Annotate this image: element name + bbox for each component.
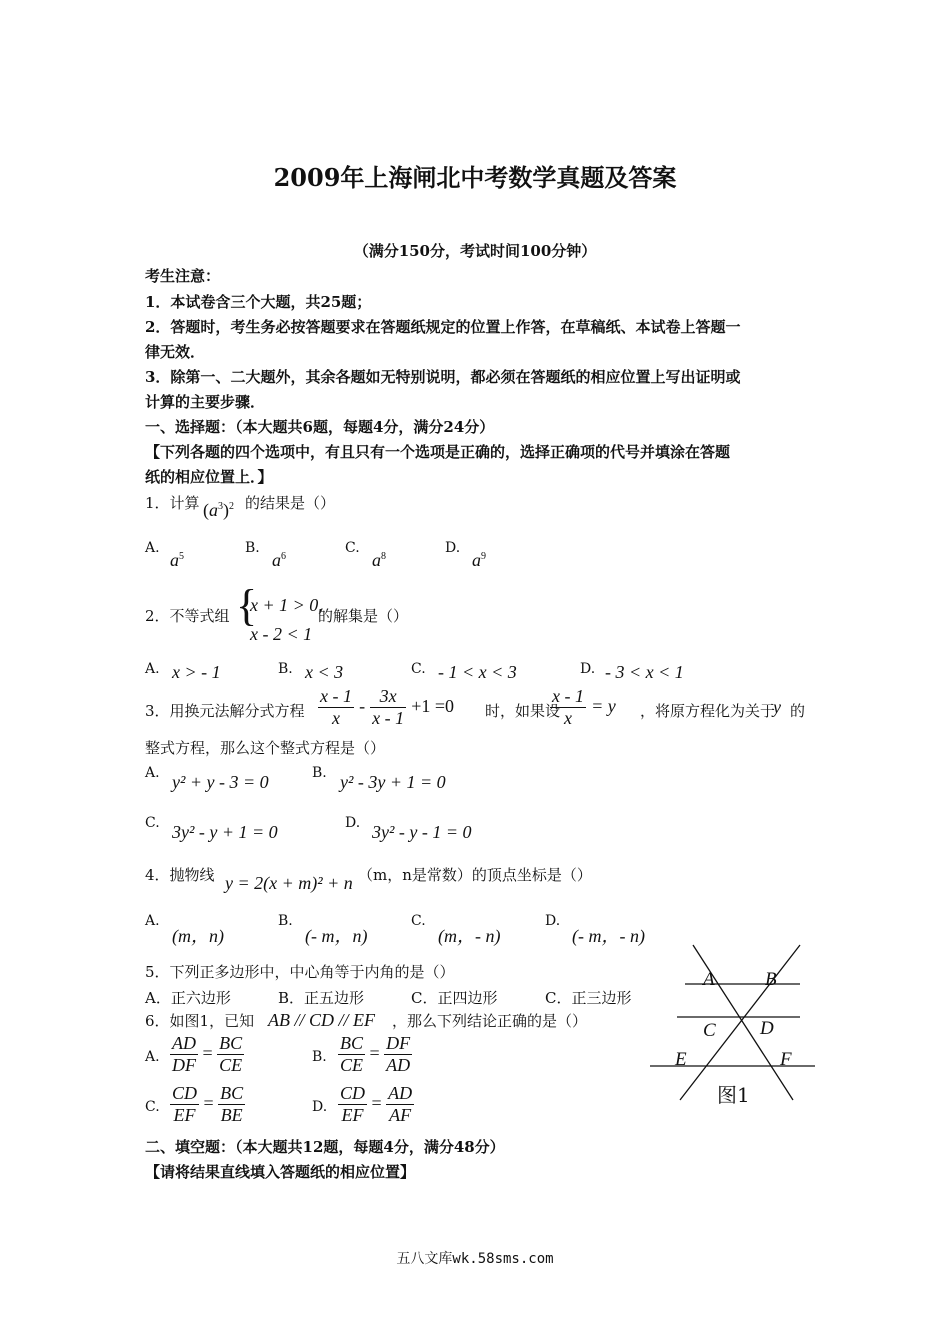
q1-option-b: $a^6$: [272, 550, 286, 570]
q6-option-label: C.: [145, 1099, 160, 1115]
q6-suffix: ，那么下列结论正确的是（）: [392, 1012, 588, 1030]
q2-option-c: - 1 < x < 3: [438, 662, 517, 682]
q4-option-label: C.: [411, 913, 426, 929]
q6-option-label: D.: [312, 1099, 328, 1115]
q5-text: 5．下列正多边形中，中心角等于内角的是（）: [145, 963, 455, 981]
section1-heading: 一、选择题：（本大题共6题，每题4分，满分24分）: [145, 418, 495, 436]
section1-instruction: 【下列各题的四个选项中，有且只有一个选项是正确的，选择正确项的代号并填涂在答题: [145, 443, 731, 461]
notice-item: 律无效．: [145, 343, 206, 361]
q1-option-c: $a^8$: [372, 550, 386, 570]
figure-1-diagram: [645, 940, 820, 1115]
q6-prefix: 6．如图1，已知: [145, 1012, 255, 1030]
point-label-f: F: [780, 1049, 792, 1070]
footer-watermark: 五八文库wk.58sms.com: [396, 1251, 554, 1267]
q3-tail: 的: [790, 702, 806, 720]
q1-expression: $(a^3)^2$: [203, 500, 234, 520]
q1-option-label: B.: [245, 540, 260, 556]
q1-option-a: $a^5$: [170, 550, 184, 570]
q3-mid: 时，如果设: [485, 702, 561, 720]
q4-option-c: (m，- n): [438, 926, 501, 946]
q3-line2: 整式方程，那么这个整式方程是（）: [145, 739, 386, 757]
q4-option-b: (- m，n): [305, 926, 368, 946]
q5-option-d: C．正三边形: [545, 989, 632, 1007]
page-subtitle: （满分150分，考试时间100分钟）: [353, 242, 597, 260]
page-title: 2009年上海闸北中考数学真题及答案: [273, 163, 677, 192]
point-label-a: A: [703, 969, 715, 990]
notice-item: 2．答题时，考生务必按答题要求在答题纸规定的位置上作答，在草稿纸、本试卷上答题一: [145, 318, 741, 336]
notice-item: 计算的主要步骤．: [145, 393, 266, 411]
q3-option-label: D.: [345, 815, 361, 831]
q3-option-label: C.: [145, 815, 160, 831]
q5-option-a: A．正六边形: [145, 989, 231, 1007]
q6-option-d: $\frac{CD}{EF}$ = $\frac{AD}{AF}$: [340, 1083, 413, 1125]
section1-instruction: 纸的相应位置上．】: [145, 468, 273, 486]
q4-formula: y = 2(x + m)² + n: [225, 873, 353, 893]
q1-option-label: C.: [345, 540, 360, 556]
q4-option-d: (- m，- n): [572, 926, 645, 946]
q6-option-c: $\frac{CD}{EF}$ = $\frac{BC}{BE}$: [172, 1083, 244, 1125]
q1-option-label: A.: [145, 540, 160, 556]
q2-option-b: x < 3: [305, 662, 344, 682]
q2-inequality-2: x - 2 < 1: [250, 624, 313, 644]
q1-option-d: $a^9$: [472, 550, 486, 570]
q3-option-label: A.: [145, 765, 160, 781]
q3-option-d: 3y² - y - 1 = 0: [372, 822, 472, 842]
q6-option-label: A.: [145, 1049, 160, 1065]
q6-option-a: $\frac{AD}{DF}$ = $\frac{BC}{CE}$: [172, 1033, 243, 1075]
q5-option-c: C．正四边形: [411, 989, 498, 1007]
q3-suffix: ，将原方程化为关于: [640, 702, 776, 720]
q2-inequality-1: x + 1 > 0,: [250, 595, 323, 615]
q3-option-c: 3y² - y + 1 = 0: [172, 822, 278, 842]
q2-brace: {: [236, 581, 258, 630]
q3-option-label: B.: [312, 765, 327, 781]
point-label-c: C: [703, 1020, 716, 1041]
point-label-e: E: [675, 1049, 687, 1070]
q2-option-a: x > - 1: [172, 662, 221, 682]
notice-item: 3．除第一、二大题外，其余各题如无特别说明，都必须在答题纸的相应位置上写出证明或: [145, 368, 741, 386]
q2-option-label: D.: [580, 661, 596, 677]
q2-option-label: B.: [278, 661, 293, 677]
q4-condition: （m，n是常数）的顶点坐标是（）: [358, 866, 592, 884]
q4-option-label: A.: [145, 913, 160, 929]
q2-option-label: A.: [145, 661, 160, 677]
transversal-be: [680, 945, 800, 1100]
q1-suffix: 的结果是（）: [245, 494, 336, 512]
q2-option-label: C.: [411, 661, 426, 677]
section2-heading: 二、填空题：（本大题共12题，每题4分，满分48分）: [145, 1138, 505, 1156]
q3-substitution: $\frac{x - 1}{x}$ = y: [552, 686, 616, 728]
notice-item: 1．本试卷含三个大题，共25题；: [145, 293, 372, 311]
point-label-d: D: [760, 1018, 774, 1039]
section2-instruction: 【请将结果直线填入答题纸的相应位置】: [145, 1163, 416, 1181]
q6-option-b: $\frac{BC}{CE}$ = $\frac{DF}{AD}$: [340, 1033, 411, 1075]
figure-caption: 图1: [717, 1083, 750, 1107]
point-label-b: B: [765, 969, 777, 990]
q2-suffix: 的解集是（）: [318, 607, 409, 625]
q4-option-a: (m，n): [172, 926, 224, 946]
q6-formula: AB // CD // EF: [268, 1010, 375, 1030]
q4-prefix: 4．抛物线: [145, 866, 215, 884]
q4-option-label: B.: [278, 913, 293, 929]
q3-prefix: 3．用换元法解分式方程: [145, 702, 305, 720]
q3-equation: $\frac{x - 1}{x}$ - $\frac{3x}{x - 1}$ +1 =0: [320, 686, 455, 728]
q3-variable: y: [773, 697, 781, 717]
q2-option-d: - 3 < x < 1: [605, 662, 684, 682]
notice-heading: 考生注意：: [145, 267, 221, 285]
q5-option-b: B．正五边形: [278, 989, 365, 1007]
q3-option-b: y² - 3y + 1 = 0: [340, 772, 446, 792]
q2-prefix: 2．不等式组: [145, 607, 230, 625]
q4-option-label: D.: [545, 913, 561, 929]
q3-option-a: y² + y - 3 = 0: [172, 772, 269, 792]
q6-option-label: B.: [312, 1049, 327, 1065]
q1-prefix: 1．计算: [145, 494, 200, 512]
q1-option-label: D.: [445, 540, 461, 556]
